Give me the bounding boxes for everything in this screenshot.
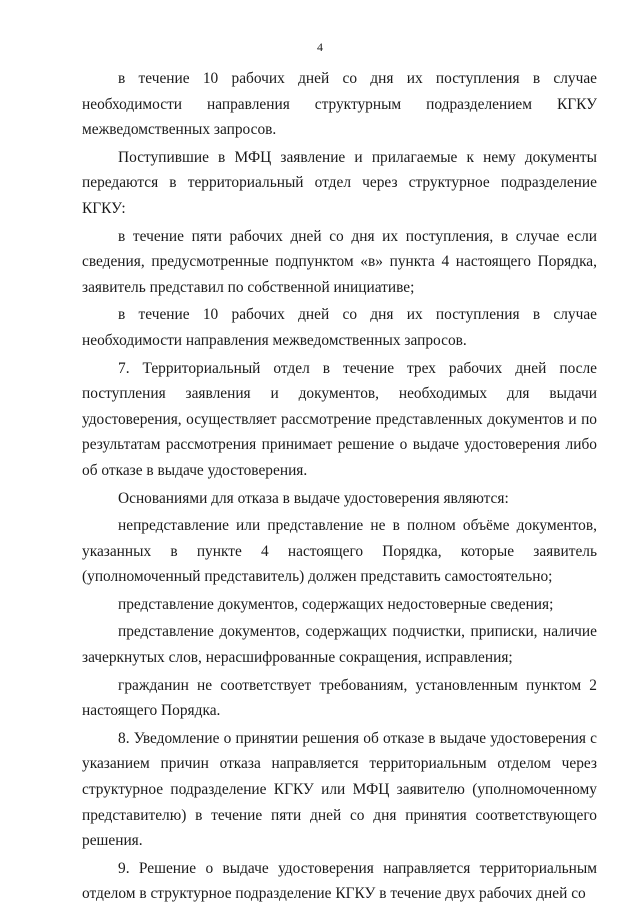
paragraph-refusal-false-information: представление документов, содержащих недостоверные сведения; — [118, 595, 554, 613]
page-number: 4 — [317, 40, 323, 54]
paragraph-continuation-10-days-kgku: в течение 10 рабочих дней со дня их поступления в случае необходимости направления структурным подразделением КГКУ межведомственных запросов. — [82, 70, 597, 139]
paragraph-five-days: в течение пяти рабочих дней со дня их поступления, в случае если сведения, предусмотренные подпунктом «в» пункта 4 настоящего Порядка, заявитель представил по собственной инициативе; — [82, 227, 597, 296]
paragraph-refusal-incomplete-documents: непредставление или представление не в полном объёме документов, указанных в пункте 4 настоящего Порядка, которые заявитель (уполномоченный представитель) должен представить самостоятельно; — [82, 517, 597, 586]
document-body — [82, 66, 597, 907]
paragraph-refusal-grounds-heading: Основаниями для отказа в выдаче удостоверения являются: — [118, 489, 509, 507]
paragraph-item-7: 7. Территориальный отдел в течение трех рабочих дней после поступления заявления и документов, необходимых для выдачи удостоверения, осуществляет рассмотрение представленных документов и по результатам рассмотрения принимает решение о выдаче удостоверения либо об отказе в выдаче удостоверения. — [82, 359, 597, 479]
paragraph-item-9: 9. Решение о выдаче удостоверения направляется территориальным отделом в структурное подразделение КГКУ в течение двух рабочих дней со — [82, 859, 597, 903]
paragraph-10-days-interagency: в течение 10 рабочих дней со дня их поступления в случае необходимости направления межведомственных запросов. — [82, 306, 597, 349]
paragraph-mfc-transfer: Поступившие в МФЦ заявление и прилагаемые к нему документы передаются в территориальный отдел через структурное подразделение КГКУ: — [82, 148, 597, 217]
paragraph-item-8: 8. Уведомление о принятии решения об отказе в выдаче удостоверения с указанием причин отказа направляется территориальным отделом через структурное подразделение КГКУ или МФЦ заявителю (уполномоченному представителю) в течение пяти дней со дня принятия соответствующего решения. — [82, 729, 597, 850]
paragraph-refusal-erasures: представление документов, содержащих подчистки, приписки, наличие зачеркнутых слов, нерасшифрованные сокращения, исправления; — [82, 623, 597, 667]
paragraph-refusal-requirements: гражданин не соответствует требованиям, установленным пунктом 2 настоящего Порядка. — [82, 676, 597, 720]
